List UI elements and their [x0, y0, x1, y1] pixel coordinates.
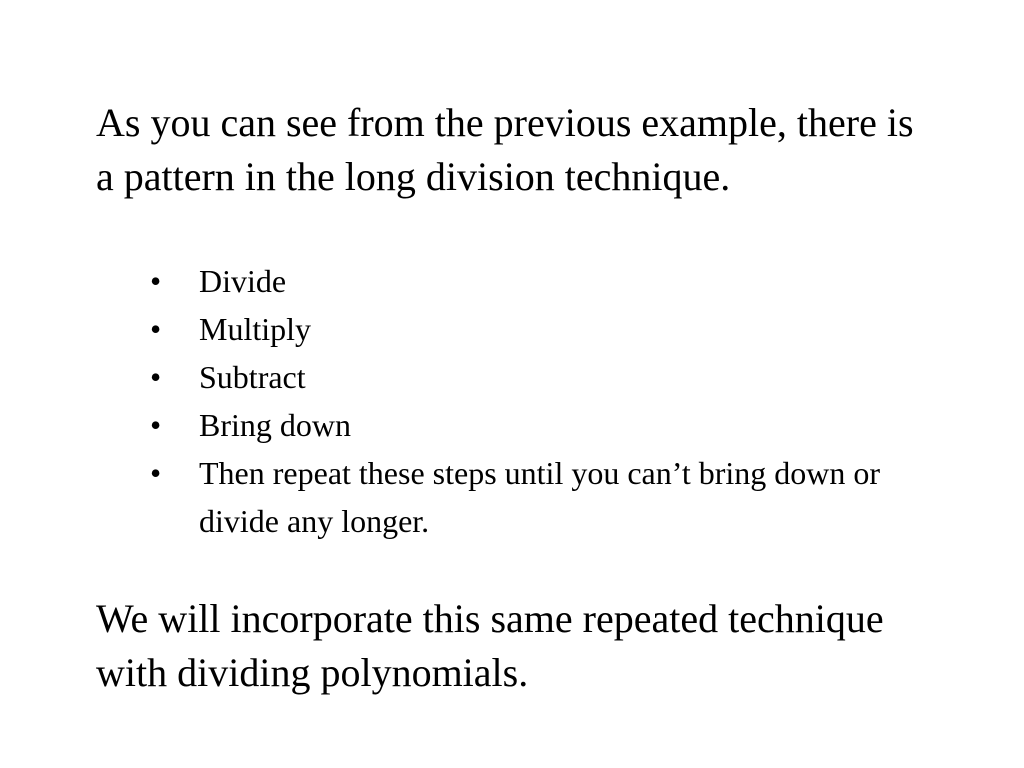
step-label: Bring down	[199, 407, 351, 443]
list-item	[150, 305, 930, 353]
list-item	[150, 449, 930, 545]
list-item	[150, 401, 930, 449]
intro-paragraph: As you can see from the previous example, there is a pattern in the long division technique.	[96, 100, 914, 199]
list-item	[150, 353, 930, 401]
steps-list	[150, 257, 930, 545]
bullet-icon: •	[150, 455, 162, 491]
bullet-icon: •	[150, 407, 162, 443]
step-label: Subtract	[199, 359, 306, 395]
outro-paragraph: We will incorporate this same repeated technique with dividing polynomials.	[96, 596, 884, 695]
bullet-icon: •	[150, 263, 162, 299]
step-label: Divide	[199, 263, 287, 299]
bullet-icon: •	[150, 359, 162, 395]
step-label: Then repeat these steps until you can’t bring down or divide any longer.	[199, 455, 881, 539]
list-item	[150, 257, 930, 305]
step-label: Multiply	[199, 311, 312, 347]
bullet-icon: •	[150, 311, 162, 347]
